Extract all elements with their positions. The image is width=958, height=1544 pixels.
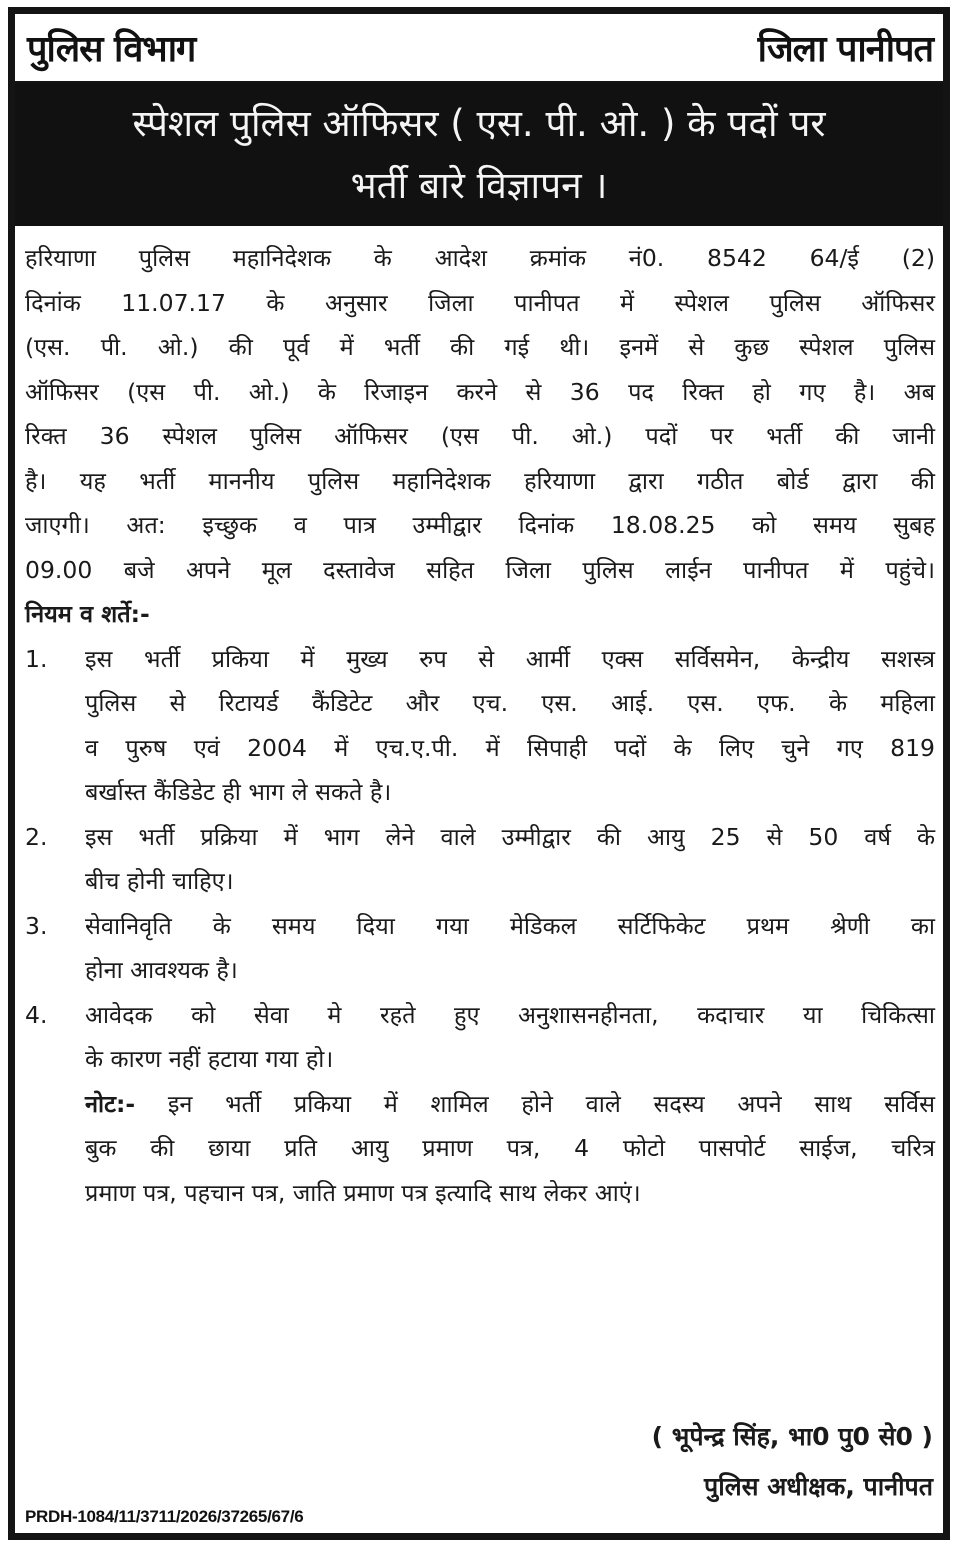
note-line: बुक की छाया प्रति आयु प्रमाण पत्र, 4 फोटो पासपोर्ट साईज, चरित्र xyxy=(85,1134,935,1162)
rule-line: होना आवश्यक है। xyxy=(85,956,238,984)
title-line-1: स्पेशल पुलिस ऑफिसर ( एस. पी. ओ. ) के पदों पर xyxy=(132,102,826,145)
signature-block xyxy=(652,1412,933,1512)
rule-line: बर्खास्त कैंडिडेट ही भाग ले सकते है। xyxy=(85,778,392,806)
title-line-2: भर्ती बारे विज्ञापन । xyxy=(350,164,608,207)
note-line: प्रमाण पत्र, पहचान पत्र, जाति प्रमाण पत्र इत्यादि साथ लेकर आएं। xyxy=(85,1178,641,1207)
intro-line: 09.00 बजे अपने मूल दस्तावेज सहित जिला पुलिस लाईन पानीपत में पहुंचे। xyxy=(25,555,935,584)
rule-line: बीच होनी चाहिए। xyxy=(85,867,234,895)
rule-line: व पुरुष एवं 2004 में एच.ए.पी. में सिपाही पदों के लिए चुने गए 819 xyxy=(85,733,935,762)
rule-item-3 xyxy=(25,904,935,993)
intro-line: है। यह भर्ती माननीय पुलिस महानिदेशक हरियाणा द्वारा गठीत बोर्ड द्वारा की xyxy=(25,466,935,495)
note-line xyxy=(85,1082,935,1127)
rule-line: आवेदक को सेवा मे रहते हुए अनुशासनहीनता, कदाचार या चिकित्सा xyxy=(85,1000,935,1029)
district-label: जिला पानीपत xyxy=(757,29,933,70)
header-band xyxy=(15,14,943,83)
rule-line: पुलिस से रिटायर्ड कैंडिटेट और एच. एस. आई. एस. एफ. के महिला xyxy=(85,689,935,717)
rule-number: 3. xyxy=(25,911,48,940)
rule-item-1 xyxy=(25,637,935,815)
rule-line: इस भर्ती प्रक्रिया में भाग लेने वाले उम्मीद्वार की आयु 25 से 50 वर्ष के xyxy=(85,822,935,851)
intro-line: दिनांक 11.07.17 के अनुसार जिला पानीपत में स्पेशल पुलिस ऑफिसर xyxy=(25,288,935,317)
prdh-code: PRDH-1084/11/3711/2026/37265/67/6 xyxy=(25,1507,304,1526)
signatory-name: ( भूपेन्द्र सिंह, भा0 पु0 से0 ) xyxy=(651,1422,933,1451)
intro-line: हरियाणा पुलिस महानिदेशक के आदेश क्रमांक नं0. 8542 64/ई (2) xyxy=(25,244,935,272)
rule-line: इस भर्ती प्रकिया में मुख्य रुप से आर्मी एक्स सर्विसमेन, केन्द्रीय सशस्त्र xyxy=(85,644,935,673)
intro-line: (एस. पी. ओ.) की पूर्व में भर्ती की गई थी। इनमें से कुछ स्पेशल पुलिस xyxy=(25,333,935,361)
title-band xyxy=(15,83,943,226)
rule-item-2 xyxy=(25,815,935,904)
intro-line: रिक्त 36 स्पेशल पुलिस ऑफिसर (एस पी. ओ.) पदों पर भर्ती की जानी xyxy=(25,422,935,450)
rule-number: 4. xyxy=(25,1000,48,1029)
rule-item-4 xyxy=(25,993,935,1082)
rule-number: 1. xyxy=(25,644,48,673)
note-text: इन भर्ती प्रकिया में शामिल होने वाले सदस्य अपने साथ सर्विस xyxy=(135,1089,935,1118)
rule-line: के कारण नहीं हटाया गया हो। xyxy=(85,1045,334,1073)
intro-paragraph xyxy=(25,236,935,592)
rule-text xyxy=(85,815,935,904)
signatory-designation: पुलिस अधीक्षक, पानीपत xyxy=(704,1472,933,1501)
rules-heading: नियम व शर्ते:- xyxy=(25,600,150,628)
rule-text xyxy=(85,904,935,993)
intro-line: ऑफिसर (एस पी. ओ.) के रिजाइन करने से 36 पद रिक्त हो गए है। अब xyxy=(25,377,935,406)
rule-line: सेवानिवृति के समय दिया गया मेडिकल सर्टिफिकेट प्रथम श्रेणी का xyxy=(85,911,935,940)
note-label: नोट:- xyxy=(85,1089,136,1118)
notice-body xyxy=(25,236,935,1215)
rule-number: 2. xyxy=(25,822,48,851)
rule-text xyxy=(85,993,935,1082)
intro-line: जाएगी। अत: इच्छुक व पात्र उम्मीद्वार दिनांक 18.08.25 को समय सुबह xyxy=(25,511,935,539)
department-label: पुलिस विभाग xyxy=(27,29,196,70)
advertisement-frame xyxy=(8,7,950,1540)
note-block xyxy=(85,1082,935,1216)
rule-text xyxy=(85,637,935,815)
